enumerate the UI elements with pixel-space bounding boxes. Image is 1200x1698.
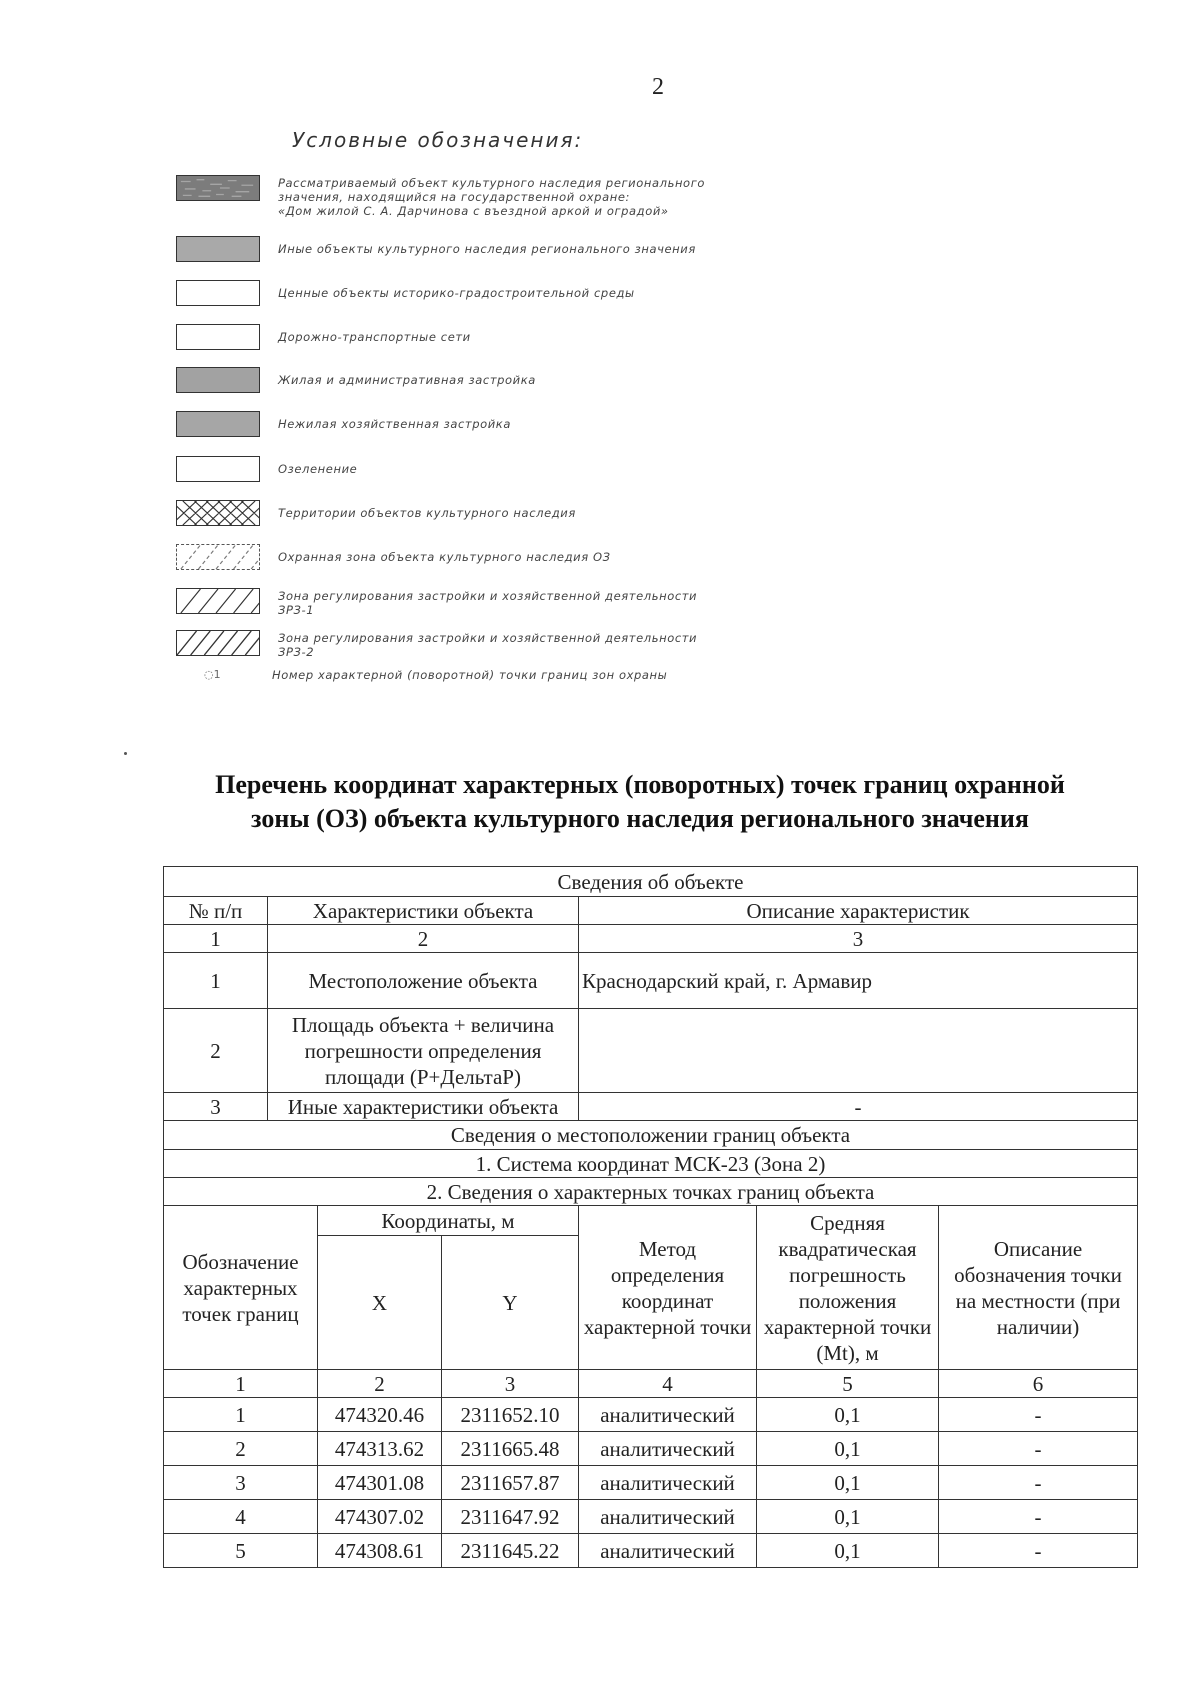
object-info-header-row (164, 867, 1138, 897)
points-numbers-row (164, 1370, 1138, 1398)
point-x: 474313.62 (318, 1432, 442, 1466)
col-number: 1 (164, 925, 268, 953)
point-number-icon: ◌1 (204, 668, 221, 681)
point-x: 474307.02 (318, 1500, 442, 1534)
coordinates-table (163, 866, 1138, 1568)
points-header: 2. Сведения о характерных точках границ объекта (164, 1178, 1138, 1206)
point-id: 1 (164, 1398, 318, 1432)
row-description: Краснодарский край, г. Армавир (579, 953, 1138, 1009)
legend-text: Зона регулирования застройки и хозяйственной деятельности ЗРЗ-1 (278, 589, 698, 617)
legend-text: Нежилая хозяйственная застройка (278, 417, 511, 431)
col-x: X (318, 1236, 442, 1370)
point-y: 2311652.10 (442, 1398, 579, 1432)
location-header-row (164, 1121, 1138, 1150)
points-header-row (164, 1178, 1138, 1206)
point-description: - (939, 1534, 1138, 1568)
point-error: 0,1 (757, 1466, 939, 1500)
point-method: аналитический (579, 1398, 757, 1432)
legend-swatch-dashed-hatch (176, 544, 260, 570)
coordinate-system: 1. Система координат МСК-23 (Зона 2) (164, 1150, 1138, 1178)
col-point-description: Описание обозначения точки на местности (при наличии) (939, 1206, 1138, 1370)
legend-title: Условные обозначения: (292, 128, 584, 152)
point-method: аналитический (579, 1466, 757, 1500)
point-id: 4 (164, 1500, 318, 1534)
col-number: 3 (579, 925, 1138, 953)
point-method: аналитический (579, 1432, 757, 1466)
legend-text: Ценные объекты историко-градостроительной среды (278, 286, 635, 300)
legend-text: Территории объектов культурного наследия (278, 506, 576, 520)
point-id: 2 (164, 1432, 318, 1466)
col-number: 2 (268, 925, 579, 953)
col-error: Средняя квадратическая погрешность положения характерной точки (Mt), м (757, 1206, 939, 1370)
object-info-numbers-row (164, 925, 1138, 953)
coordinate-system-row (164, 1150, 1138, 1178)
table-row (164, 1500, 1138, 1534)
col-number: 1 (164, 1370, 318, 1398)
col-coordinates: Координаты, м (318, 1206, 579, 1236)
point-description: - (939, 1466, 1138, 1500)
row-characteristic: Иные характеристики объекта (268, 1093, 579, 1121)
legend-swatch-crosshatch (176, 500, 260, 526)
page-number: 2 (652, 74, 664, 100)
col-number: 3 (442, 1370, 579, 1398)
col-method: Метод определения координат характерной точки (579, 1206, 757, 1370)
point-error: 0,1 (757, 1534, 939, 1568)
table-row (164, 1093, 1138, 1121)
legend-text: Зона регулирования застройки и хозяйственной деятельности ЗРЗ-2 (278, 631, 698, 659)
point-id: 5 (164, 1534, 318, 1568)
legend-text: Иные объекты культурного наследия регионального значения (278, 242, 696, 256)
point-y: 2311657.87 (442, 1466, 579, 1500)
location-header: Сведения о местоположении границ объекта (164, 1121, 1138, 1150)
legend-swatch-white (176, 324, 260, 350)
legend-text: Озеленение (278, 462, 358, 476)
legend-swatch-gray (176, 367, 260, 393)
row-no: 3 (164, 1093, 268, 1121)
object-info-columns-row (164, 897, 1138, 925)
col-characteristics: Характеристики объекта (268, 897, 579, 925)
point-number-label: Номер характерной (поворотной) точки границ зон охраны (272, 668, 668, 682)
table-row (164, 1534, 1138, 1568)
scan-dot (124, 752, 127, 755)
row-no: 1 (164, 953, 268, 1009)
points-columns-row (164, 1206, 1138, 1236)
row-description: - (579, 1093, 1138, 1121)
point-id: 3 (164, 1466, 318, 1500)
legend-swatch-hatch-dense (176, 630, 260, 656)
col-number: 4 (579, 1370, 757, 1398)
row-description (579, 1009, 1138, 1093)
row-no: 2 (164, 1009, 268, 1093)
legend-swatch-gray (176, 411, 260, 437)
legend-text: Дорожно-транспортные сети (278, 330, 471, 344)
col-designation: Обозначение характерных точек границ (164, 1206, 318, 1370)
row-characteristic: Площадь объекта + величина погрешности определения площади (Р+ДельтаР) (268, 1009, 579, 1093)
point-x: 474301.08 (318, 1466, 442, 1500)
legend-swatch-hatch (176, 588, 260, 614)
table-row (164, 1398, 1138, 1432)
document-title: Перечень координат характерных (поворотных) точек границ охранной зоны (ОЗ) объекта культурного наследия регионального значения (215, 770, 1065, 833)
point-description: - (939, 1500, 1138, 1534)
col-number: 6 (939, 1370, 1138, 1398)
point-description: - (939, 1398, 1138, 1432)
col-description: Описание характеристик (579, 897, 1138, 925)
legend-swatch-white (176, 280, 260, 306)
point-error: 0,1 (757, 1398, 939, 1432)
point-method: аналитический (579, 1500, 757, 1534)
point-y: 2311665.48 (442, 1432, 579, 1466)
legend-text: Жилая и административная застройка (278, 373, 536, 387)
table-row (164, 1009, 1138, 1093)
legend-swatch-gray (176, 236, 260, 262)
legend-swatch-dark (176, 175, 260, 201)
point-y: 2311647.92 (442, 1500, 579, 1534)
legend-text: Охранная зона объекта культурного наследия ОЗ (278, 550, 611, 564)
table-row (164, 1432, 1138, 1466)
point-description: - (939, 1432, 1138, 1466)
point-x: 474308.61 (318, 1534, 442, 1568)
col-no: № п/п (164, 897, 268, 925)
table-row (164, 1466, 1138, 1500)
col-number: 2 (318, 1370, 442, 1398)
point-y: 2311645.22 (442, 1534, 579, 1568)
table-row (164, 953, 1138, 1009)
object-info-header: Сведения об объекте (164, 867, 1138, 897)
col-y: Y (442, 1236, 579, 1370)
point-error: 0,1 (757, 1432, 939, 1466)
legend-text: Рассматриваемый объект культурного наследия регионального значения, находящийся на государственной охране: «Дом жилой С. А. Дарчинова с въездной аркой и оградой» (278, 176, 705, 218)
legend-swatch-white (176, 456, 260, 482)
col-number: 5 (757, 1370, 939, 1398)
point-method: аналитический (579, 1534, 757, 1568)
point-x: 474320.46 (318, 1398, 442, 1432)
row-characteristic: Местоположение объекта (268, 953, 579, 1009)
point-error: 0,1 (757, 1500, 939, 1534)
